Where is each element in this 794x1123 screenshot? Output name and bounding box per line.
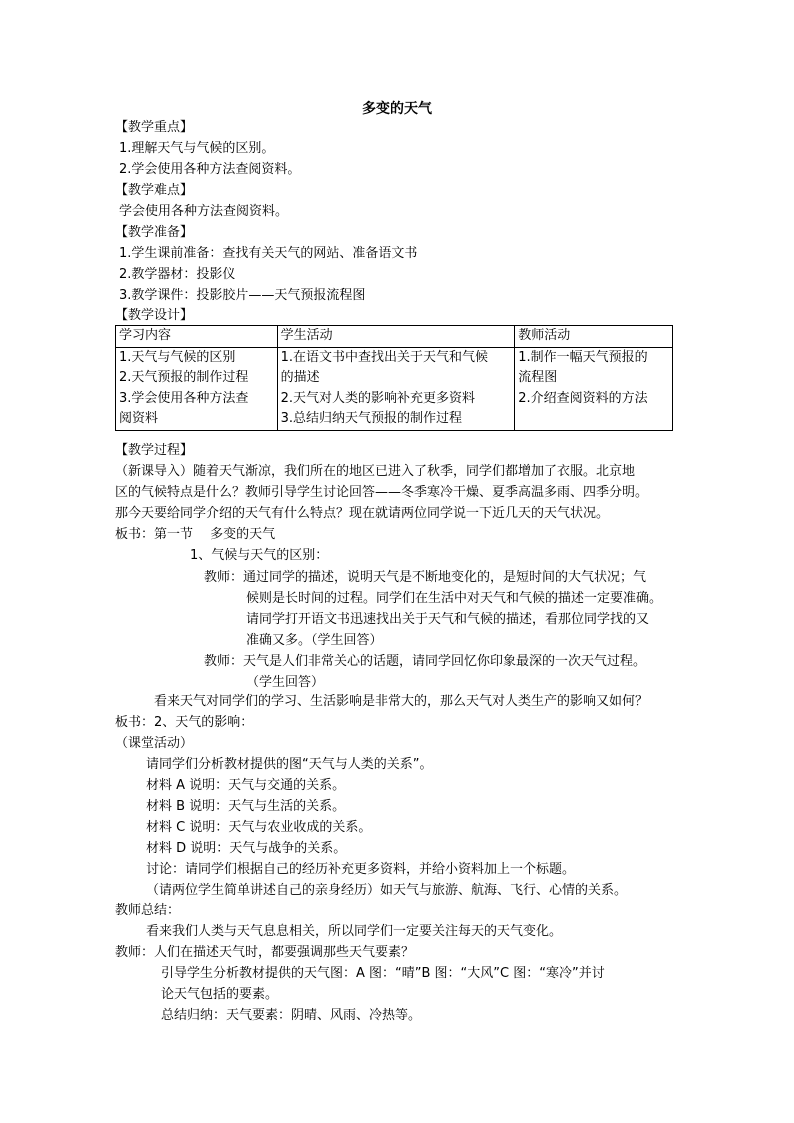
difficulties-heading: 【教学难点】	[115, 183, 194, 198]
preparation-item-2: 2.教学器材：投影仪	[119, 267, 236, 282]
student-activity-cell	[277, 347, 515, 430]
intro-line-3: 那今天要给同学介绍的天气有什么特点？现在就请两位同学说一下近几天的天气状况。	[115, 506, 610, 521]
board-note-2: 板书：2、天气的影响：	[115, 715, 254, 730]
preparation-heading: 【教学准备】	[115, 225, 194, 240]
teacher-activity-cell	[515, 347, 673, 430]
board-note-1: 板书：第一节 多变的天气	[115, 527, 276, 542]
header-student-activity: 学生活动	[277, 326, 515, 348]
conclusion-text: 总结归纳：天气要素：阴晴、风雨、冷热等。	[161, 1008, 422, 1023]
table-row	[116, 347, 673, 430]
difficulties-text: 学会使用各种方法查阅资料。	[119, 204, 289, 219]
learning-content-cell	[116, 347, 278, 430]
key-point-2: 2.学会使用各种方法查阅资料。	[119, 162, 301, 177]
cell-line: 2.介绍查阅资料的方法	[518, 390, 648, 406]
guide-line-2: 论天气包括的要素。	[161, 987, 279, 1002]
classroom-activity-label: （课堂活动）	[115, 736, 194, 751]
teacher-line-2: 候则是长时间的过程。同学们在生活中对天气和气候的描述一定要准确。	[246, 591, 663, 606]
teacher-line-4: 准确又多。（学生回答）	[246, 633, 383, 648]
cell-line: 3.学会使用各种方法查	[119, 390, 249, 406]
summary-text: 看来我们人类与天气息息相关，所以同学们一定要关注每天的天气变化。	[146, 924, 563, 939]
intro-line-2: 区的气候特点是什么？教师引导学生讨论回答——冬季寒冷干燥、夏季高温多雨、四季分明。	[115, 485, 649, 500]
discussion-text: 讨论：请同学们根据自己的经历补充更多资料，并给小资料加上一个标题。	[146, 862, 576, 877]
analyze-text: 请同学们分析教材提供的图“天气与人类的关系”。	[146, 757, 433, 772]
transition-text: 看来天气对同学们的学习、生活影响是非常大的，那么天气对人类生产的影响又如何？	[154, 694, 649, 709]
summary-label: 教师总结：	[115, 903, 181, 918]
material-d: 材料 D 说明：天气与战争的关系。	[146, 841, 347, 856]
material-a: 材料 A 说明：天气与交通的关系。	[146, 778, 346, 793]
cell-line: 2.天气对人类的影响补充更多资料	[280, 390, 476, 406]
teacher-line-3: 请同学打开语文书迅速找出关于天气和气候的描述，看那位同学找的又	[246, 612, 650, 627]
cell-line: 2.天气预报的制作过程	[119, 370, 249, 385]
teacher-line-6: （学生回答）	[246, 675, 325, 690]
cell-line: 的描述	[280, 370, 320, 385]
material-b: 材料 B 说明：天气与生活的关系。	[146, 799, 346, 814]
two-students-text: （请两位学生简单讲述自己的亲身经历）如天气与旅游、航海、飞行、心情的关系。	[146, 883, 628, 898]
process-heading: 【教学过程】	[115, 443, 194, 458]
design-heading: 【教学设计】	[115, 308, 194, 323]
guide-line-1: 引导学生分析教材提供的天气图：A 图：“晴”B 图：“大风”C 图：“寒冷”并讨	[161, 966, 605, 981]
teacher-question: 教师：人们在描述天气时，都要强调那些天气要素？	[115, 945, 415, 960]
cell-line: 1.制作一幅天气预报的	[518, 349, 648, 365]
table-header-row	[116, 326, 673, 348]
material-c: 材料 C 说明：天气与农业收成的关系。	[146, 820, 372, 835]
teaching-design-table	[115, 325, 673, 431]
section-1-title: 1、气候与天气的区别：	[190, 548, 329, 563]
key-points-heading: 【教学重点】	[115, 120, 194, 135]
cell-line: 3.总结归纳天气预报的制作过程	[280, 411, 463, 426]
cell-line: 1.在语文书中查找出关于天气和气候	[280, 349, 489, 365]
teacher-line-5: 教师：天气是人们非常关心的话题，请同学回忆你印象最深的一次天气过程。	[204, 654, 647, 669]
header-teacher-activity: 教师活动	[515, 326, 673, 348]
page-title: 多变的天气	[362, 101, 432, 117]
header-learning-content: 学习内容	[116, 326, 278, 348]
cell-line: 流程图	[518, 370, 558, 385]
cell-line: 1.天气与气候的区别	[119, 349, 236, 365]
preparation-item-1: 1.学生课前准备：查找有关天气的网站、准备语文书	[119, 246, 418, 261]
intro-line-1: （新课导入）随着天气渐凉，我们所在的地区已进入了秋季，同学们都增加了衣服。北京地	[115, 464, 636, 479]
cell-line: 阅资料	[119, 411, 159, 426]
key-point-1: 1.理解天气与气候的区别。	[119, 141, 275, 156]
preparation-item-3: 3.教学课件：投影胶片——天气预报流程图	[119, 288, 366, 303]
teacher-line-1: 教师：通过同学的描述，说明天气是不断地变化的，是短时间的大气状况；气	[204, 570, 647, 585]
